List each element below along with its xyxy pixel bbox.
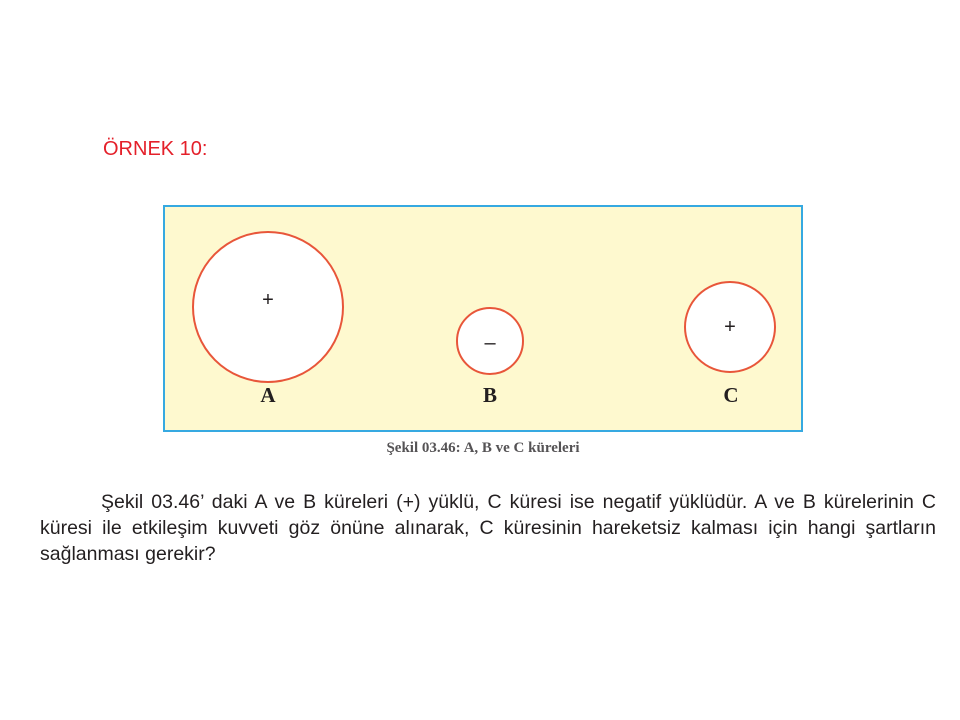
sphere-a-sign: + bbox=[262, 289, 274, 311]
sphere-b-label: B bbox=[482, 383, 497, 407]
sphere-b bbox=[456, 307, 524, 375]
sphere-c-label: C bbox=[723, 383, 739, 407]
question-text: Şekil 03.46’ daki A ve B küreleri (+) yüklü, C küresi ise negatif yüklüdür. A ve B kürelerinin C küresi ile etkileşim kuvveti göz önüne alınarak, C küresinin hareketsiz kalması için hangi şartların sağlanması gerekir? bbox=[40, 491, 936, 565]
sphere-b-sign: – bbox=[484, 332, 496, 354]
sphere-a-label: A bbox=[260, 383, 276, 407]
figure-panel bbox=[163, 205, 803, 432]
sphere-c-sign: + bbox=[724, 316, 736, 338]
figure-caption: Şekil 03.46: A, B ve C küreleri bbox=[386, 440, 580, 456]
sphere-c bbox=[684, 281, 776, 373]
example-heading: ÖRNEK 10: bbox=[103, 138, 208, 160]
sphere-a bbox=[192, 231, 344, 383]
